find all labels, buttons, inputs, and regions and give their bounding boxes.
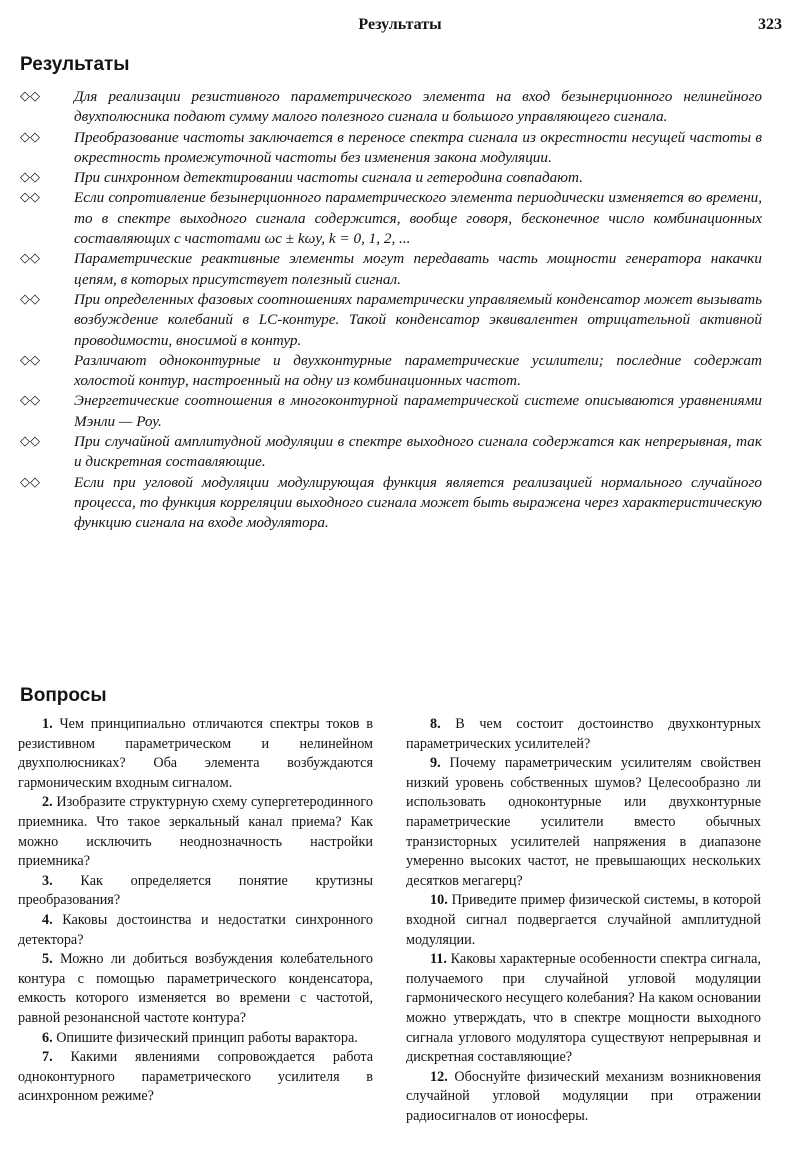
result-text: Если при угловой модуляции модулирующая функция является реализацией нормального случайного процесса, то функция корреляции выходного сигнала может быть выражена через характеристическую функцию сигнала на входе модулятора. [74, 473, 762, 532]
question-item [18, 950, 373, 1028]
question-number: 6. [42, 1029, 53, 1046]
question-number: 9. [430, 755, 441, 772]
result-item [20, 128, 762, 169]
diamond-marker-icon: ◇◇ [20, 291, 40, 307]
question-text: Приведите пример физической системы, в которой входной сигнал подвергается случайной амплитудной модуляции. [406, 892, 761, 948]
result-item [20, 87, 762, 128]
result-item [20, 290, 762, 351]
results-list [20, 87, 762, 534]
question-text: Какими явлениями сопровождается работа одноконтурного параметрического усилителя в асинхронном режиме? [18, 1049, 374, 1105]
questions-right-column [406, 715, 761, 1126]
question-text: Каковы характерные особенности спектра сигнала, получаемого при случайной угловой модуляции гармонического несущего колебания? На каком основании можно утверждать, что в спектре мощности выходного сигнала углового модулятора существуют непрерывная и дискретная составляющие? [406, 951, 762, 1066]
question-item [18, 911, 373, 950]
result-text: При определенных фазовых соотношениях параметрически управляемый конденсатор может вызывать возбуждение колебаний в LC-контуре. Такой конденсатор эквивалентен отрицательной активной проводимости, вносимой в контур. [74, 290, 762, 349]
question-number: 12. [430, 1068, 448, 1085]
question-text: В чем состоит достоинство двухконтурных параметрических усилителей? [406, 716, 761, 752]
question-number: 10. [430, 892, 448, 909]
diamond-marker-icon: ◇◇ [20, 434, 40, 450]
question-text: Как определяется понятие крутизны преобразования? [18, 872, 374, 909]
diamond-marker-icon: ◇◇ [20, 474, 40, 490]
question-number: 5. [42, 951, 53, 968]
result-text: Энергетические соотношения в многоконтурной параметрической системе описываются уравнениями Мэнли — Роу. [74, 392, 762, 430]
diamond-marker-icon: ◇◇ [20, 251, 40, 267]
diamond-marker-icon: ◇◇ [20, 190, 40, 206]
question-item [18, 715, 373, 793]
question-number: 7. [42, 1049, 53, 1066]
diamond-marker-icon: ◇◇ [20, 129, 40, 145]
questions-heading: Вопросы [20, 685, 107, 706]
result-item [20, 391, 762, 432]
result-item [20, 249, 762, 290]
result-text: Если сопротивление безынерционного параметрического элемента периодически изменяется во времени, то в спектре выходного сигнала содержится, вообще говоря, бесконечное число комбинационных составляющих с частотами ωc ± kωy, k = 0, 1, 2, ... [74, 189, 762, 248]
question-item [406, 1068, 761, 1127]
question-text: Чем принципиально отличаются спектры токов в резистивном параметрическом и нелинейном двухполюсниках? Оба элемента возбуждаются гармоническим входным сигналом. [18, 716, 373, 791]
question-item [406, 754, 761, 891]
result-text: Преобразование частоты заключается в переносе спектра сигнала из окрестности несущей частоты в окрестность промежуточной частоты без изменения закона модуляции. [74, 128, 762, 166]
question-item [18, 1048, 373, 1107]
result-item [20, 168, 762, 188]
question-item [406, 715, 761, 754]
question-number: 4. [42, 911, 53, 928]
question-text: Опишите физический принцип работы варактора. [56, 1029, 358, 1046]
question-number: 8. [430, 716, 441, 732]
running-title: Результаты [358, 16, 442, 33]
question-text: Почему параметрическим усилителям свойствен низкий уровень собственных шумов? Целесообразно ли использовать одноконтурные или двухконтурные параметрические усилители вместо обычных транзисторных усилителей напряжения в диапазоне умеренно высоких частот, не превышающих нескольких десятков мегагерц? [406, 755, 762, 889]
question-number: 1. [42, 716, 53, 732]
question-item [18, 872, 373, 911]
result-item [20, 351, 762, 392]
page-number: 323 [758, 16, 782, 33]
questions-left-column [18, 715, 373, 1107]
result-item [20, 432, 762, 473]
question-item [18, 1029, 373, 1049]
question-text: Каковы достоинства и недостатки синхронного детектора? [18, 911, 373, 948]
question-text: Обоснуйте физический механизм возникновения случайной угловой модуляции при отражении радиосигналов от ионосферы. [406, 1068, 761, 1124]
result-text: Для реализации резистивного параметрического элемента на вход безынерционного нелинейного двухполюсника подают сумму малого полезного сигнала и большого управляющего сигнала. [74, 88, 762, 126]
diamond-marker-icon: ◇◇ [20, 393, 40, 409]
question-number: 2. [42, 794, 53, 811]
question-item [406, 891, 761, 950]
question-item [18, 793, 373, 871]
result-text: Различают одноконтурные и двухконтурные параметрические усилители; последние содержат холостой контур, настроенный на одну из комбинационных частот. [74, 351, 762, 390]
question-text: Можно ли добиться возбуждения колебательного контура с помощью параметрического конденсатора, емкость которого изменяется во времени с частотой, равной резонансной частоте контура? [18, 951, 374, 1026]
result-text: При случайной амплитудной модуляции в спектре выходного сигнала содержатся как непрерывная, так и дискретная составляющие. [74, 433, 762, 471]
question-item [406, 950, 761, 1068]
question-number: 3. [42, 872, 53, 889]
diamond-marker-icon: ◇◇ [20, 89, 40, 104]
running-header [0, 12, 800, 38]
result-item [20, 473, 762, 534]
result-text: Параметрические реактивные элементы могут передавать часть мощности генератора накачки цепям, в которых присутствует полезный сигнал. [74, 250, 762, 288]
question-number: 11. [430, 951, 447, 968]
result-item [20, 188, 762, 249]
diamond-marker-icon: ◇◇ [20, 170, 40, 186]
question-text: Изобразите структурную схему супергетеродинного приемника. Что такое зеркальный канал приема? Как можно исключить неоднозначность настройки приемника? [18, 794, 373, 870]
diamond-marker-icon: ◇◇ [20, 352, 40, 368]
results-heading: Результаты [20, 54, 130, 75]
result-text: При синхронном детектировании частоты сигнала и гетеродина совпадают. [74, 169, 583, 187]
